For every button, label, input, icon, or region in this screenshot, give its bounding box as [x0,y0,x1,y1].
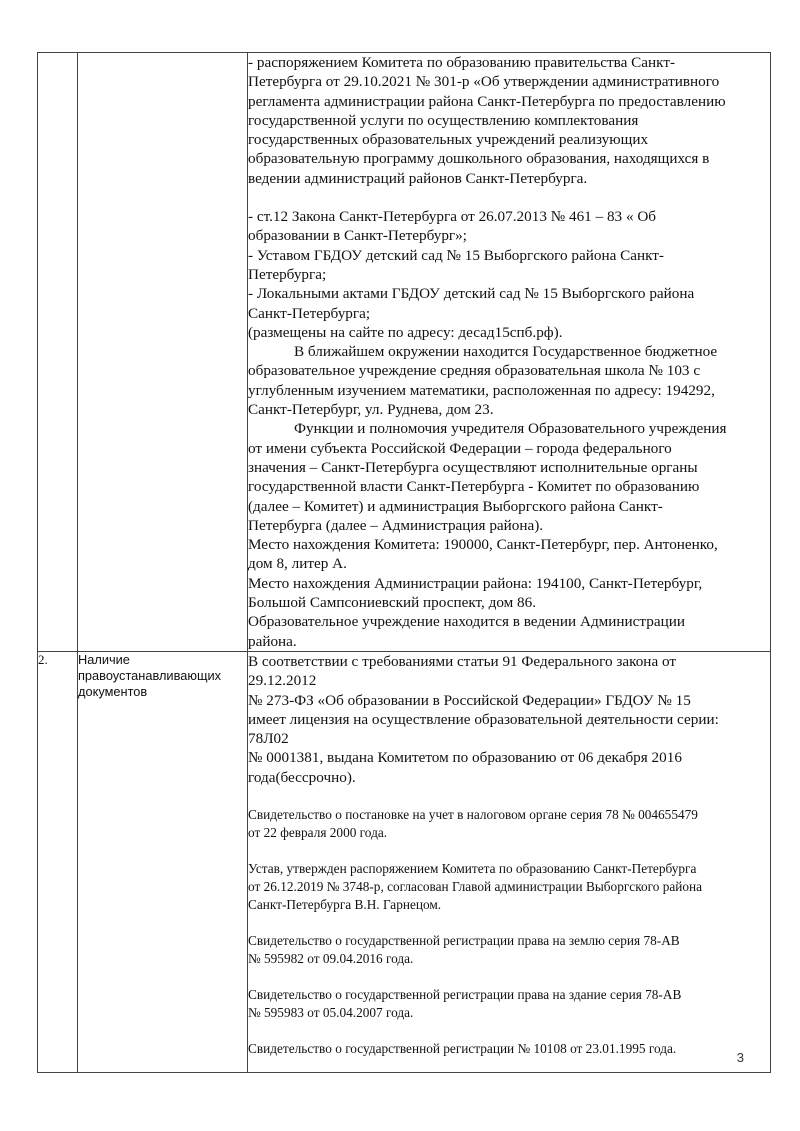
row-content [248,53,771,652]
row-label-text: Наличие правоустанавливающих документов [78,651,222,699]
row-number [38,53,78,652]
paragraph-license: В соответствии с требованиями статьи 91 Федерального закона от 29.12.2012 № 273-ФЗ «Об образовании в Российской Федерации» ГБДОУ № 15 имеет лицензия на осуществление образовательной деятельности серии: 78Л02 № 0001381, выдана Комитетом по образованию от 06 декабря 2016 года(бессрочно). [248,652,719,786]
document-item-land-rights: Свидетельство о государственной регистрации права на землю серия 78-АВ № 595982 от 09.04.2016 года. [248,932,680,966]
row-label [78,651,248,1072]
page-number: 3 [736,1050,744,1065]
document-item-state-registration: Свидетельство о государственной регистрации № 10108 от 23.01.1995 года. [248,1040,677,1056]
table-row [38,53,771,652]
paragraph-legal-basis: - ст.12 Закона Санкт-Петербурга от 26.07.2013 № 461 – 83 « Об образовании в Санкт-Петербург»; - Уставом ГБДОУ детский сад № 15 Выборгского района Санкт- Петербурга; - Локальными актами ГБДОУ детский сад № 15 Выборгского района Санкт-Петербурга; (размещены на сайте по адресу: десад15спб.рф). [248,208,695,341]
document-item-tax-registration: Свидетельство о постановке на учет в налоговом органе серия 78 № 004655479 от 22 февраля 2000 года. [248,806,698,840]
row-label [78,53,248,652]
table-row [38,651,771,1072]
paragraph-founder-functions: Функции и полномочия учредителя Образовательного учреждения от имени субъекта Российской Федерации – города федерального значения – Санкт-Петербурга осуществляют исполнительные органы государственной власти Санкт-Петербурга - Комитет по образованию (далее – Комитет) и администрация Выборгского района Санкт- Петербурга (далее – Администрация района). Место нахождения Комитета: 190000, Санкт-Петербург, пер. Антоненко, дом 8, литер А. Место нахождения Администрации района: 194100, Санкт-Петербург, Большой Сампсониевский проспект, дом 86. Образовательное учреждение находится в ведении Администрации района. [248,420,727,650]
document-table [37,52,771,1073]
row-content [248,651,771,1072]
document-item-building-rights: Свидетельство о государственной регистрации права на здание серия 78-АВ № 595983 от 05.04.2007 года. [248,986,682,1020]
paragraph-regulation-order: - распоряжением Комитета по образованию правительства Санкт- Петербурга от 29.10.2021 № 301-р «Об утверждении административного регламента администрации района Санкт-Петербурга по предоставлению государственной услуги по осуществлению комплектования государственных образовательных учреждений реализующих образовательную программу дошкольного образования, находящихся в ведении администраций районов Санкт-Петербурга. [248,54,726,187]
row-number: 2. [38,651,78,1072]
document-item-charter: Устав, утвержден распоряжением Комитета по образованию Санкт-Петербурга от 26.12.2019 № 3748-р, согласован Главой администрации Выборгского района Санкт-Петербурга В.Н. Гарнецом. [248,860,703,912]
paragraph-nearby-school: В ближайшем окружении находится Государственное бюджетное образовательное учреждение средняя образовательная школа № 103 с углубленным изучением математики, расположенная по адресу: 194292, Санкт-Петербург, ул. Руднева, дом 23. [248,343,718,419]
